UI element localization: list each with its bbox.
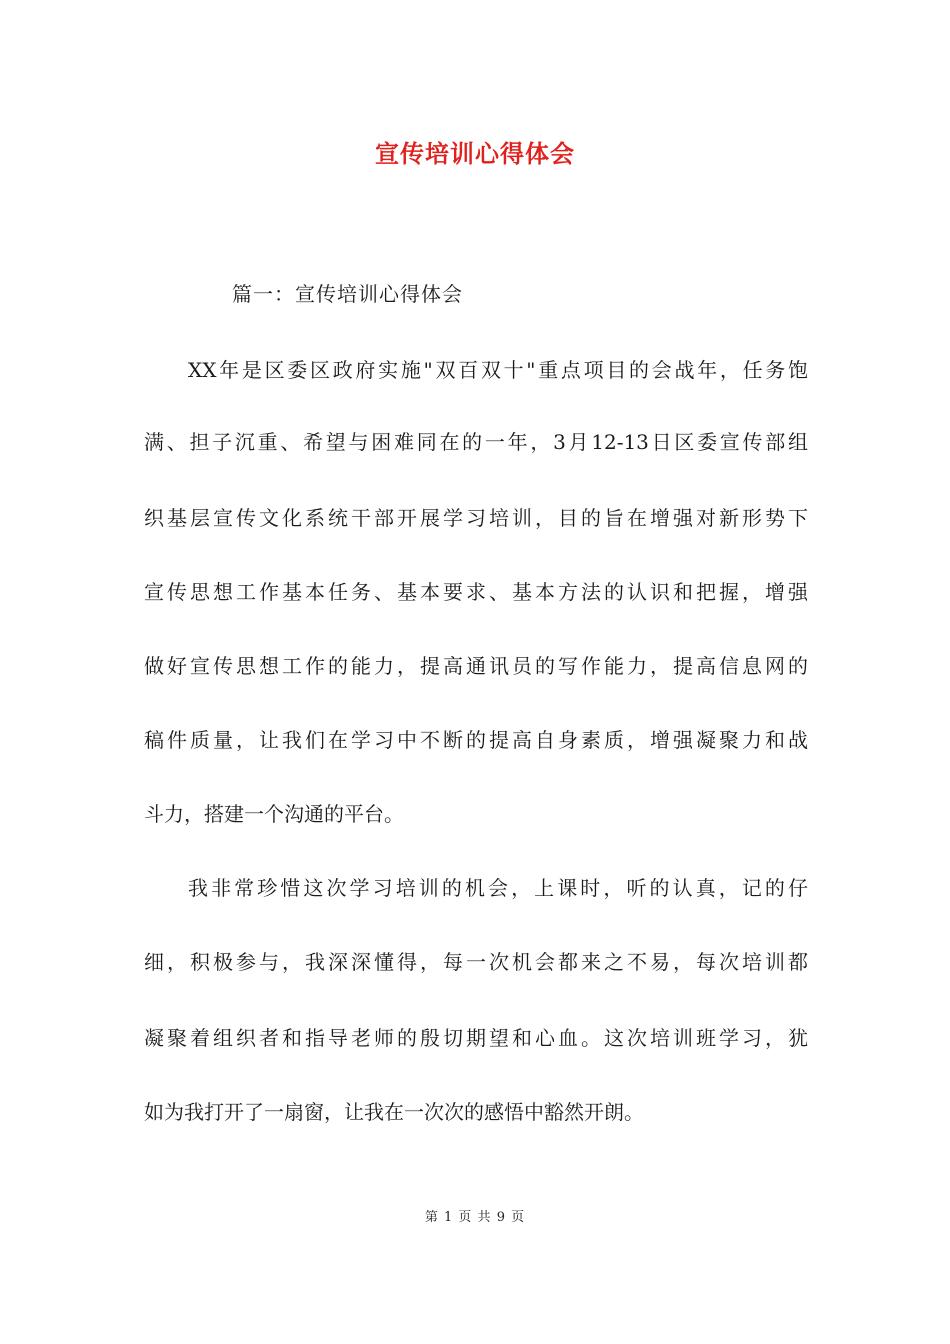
paragraph-line: 如为我打开了一扇窗，让我在一次次的感悟中豁然开朗。 — [144, 1100, 644, 1124]
paragraph-line: 织基层宣传文化系统干部开展学习培训，目的旨在增强对新形势下 — [144, 506, 808, 530]
paragraph-line: 宣传思想工作基本任务、基本要求、基本方法的认识和把握，增强 — [144, 580, 808, 604]
section-heading: 篇一：宣传培训心得体会 — [232, 282, 463, 306]
page-title: 宣传培训心得体会 — [375, 139, 575, 168]
page-number-footer: 第 1 页 共 9 页 — [424, 1210, 526, 1225]
paragraph-line: 我非常珍惜这次学习培训的机会，上课时，听的认真，记的仔 — [188, 876, 808, 900]
paragraph-line: XX年是区委区政府实施"双百双十"重点项目的会战年，任务饱 — [188, 358, 808, 382]
paragraph-line: 做好宣传思想工作的能力，提高通讯员的写作能力，提高信息网的 — [144, 654, 808, 678]
paragraph-line: 细，积极参与，我深深懂得，每一次机会都来之不易，每次培训都 — [144, 950, 808, 974]
paragraph-line: 满、担子沉重、希望与困难同在的一年，3月12-13日区委宣传部组 — [144, 430, 808, 454]
paragraph-line: 凝聚着组织者和指导老师的殷切期望和心血。这次培训班学习，犹 — [144, 1026, 808, 1050]
paragraph-line: 稿件质量，让我们在学习中不断的提高自身素质，增强凝聚力和战 — [144, 728, 808, 752]
paragraph-line: 斗力，搭建一个沟通的平台。 — [144, 802, 404, 826]
